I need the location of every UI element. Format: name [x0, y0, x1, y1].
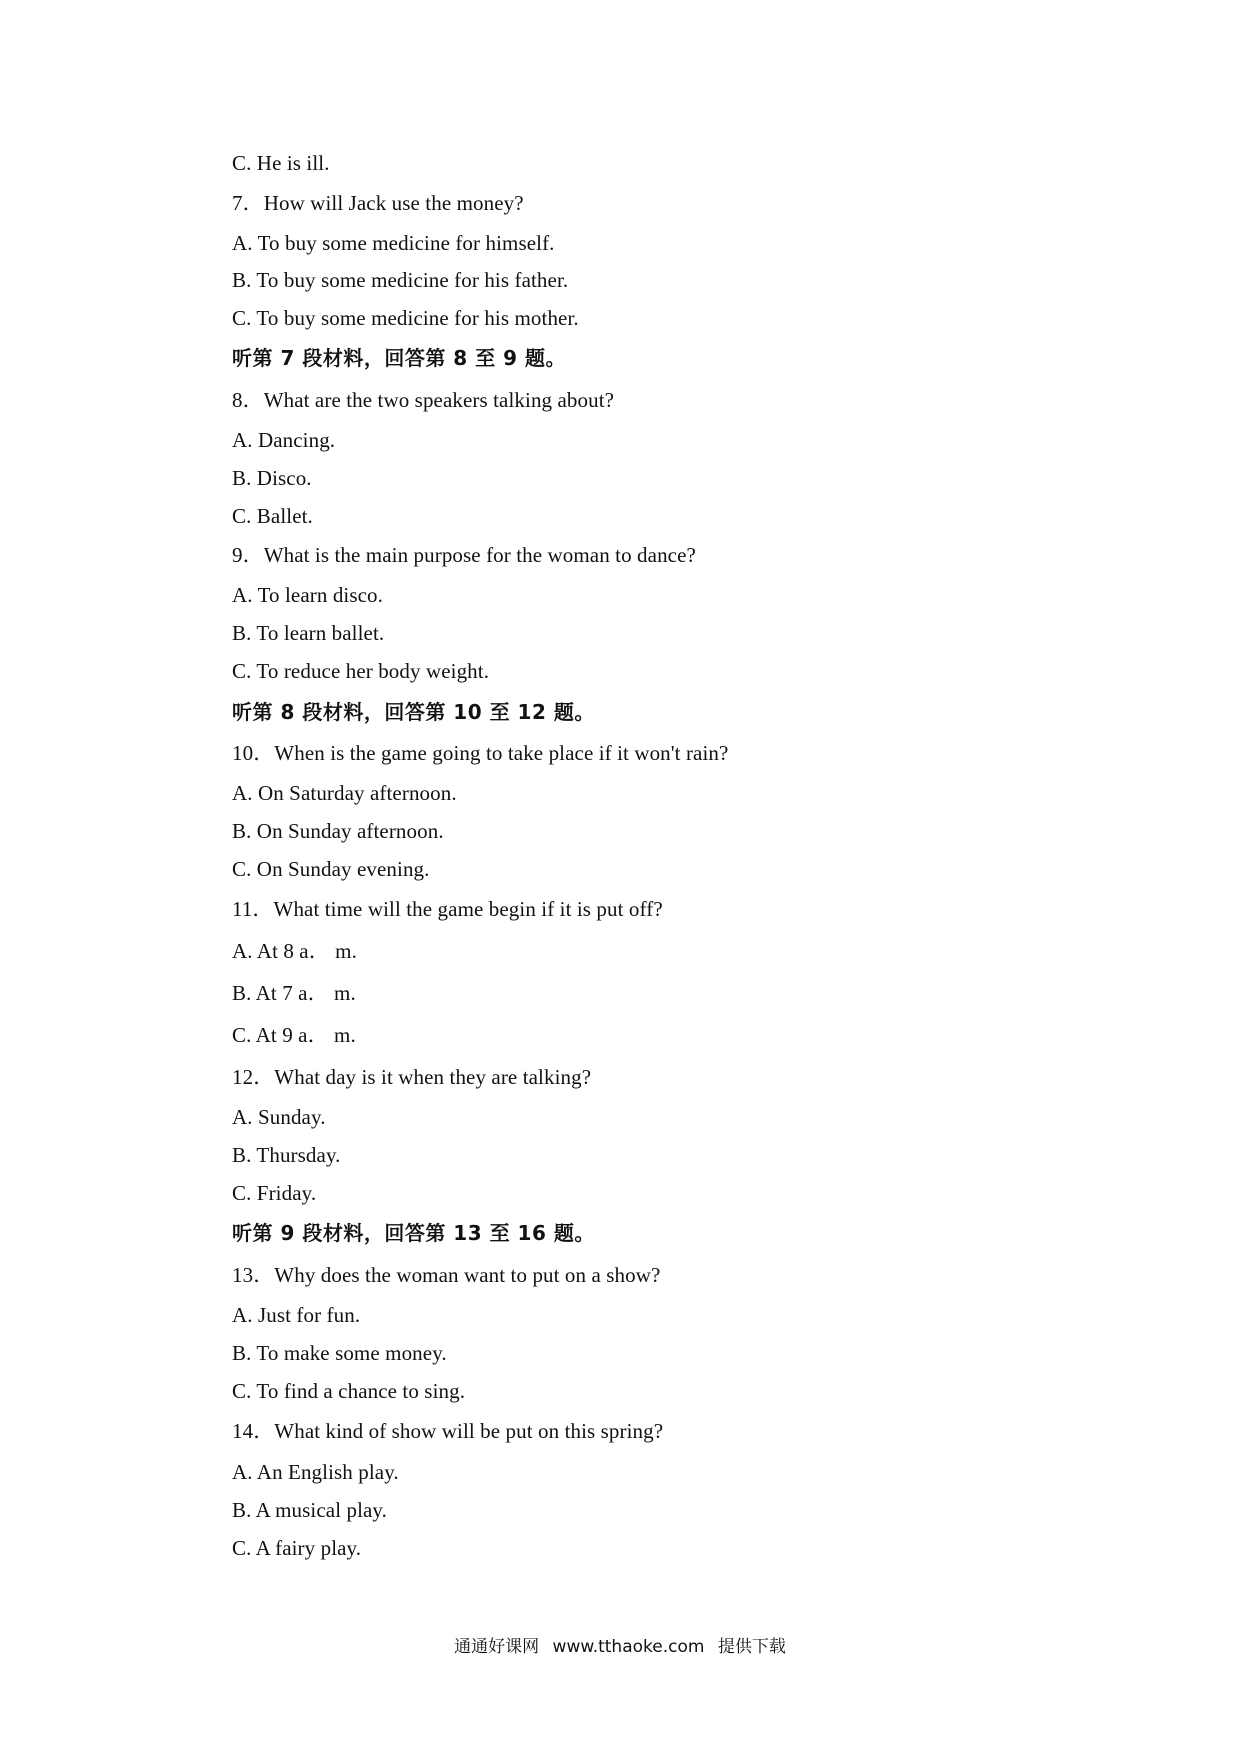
- answer-option: A. To buy some medicine for himself.: [232, 231, 555, 255]
- question-text: 13．Why does the woman want to put on a show?: [232, 1263, 661, 1287]
- question-text: 12．What day is it when they are talking?: [232, 1065, 592, 1089]
- question-text: 8．What are the two speakers talking about?: [232, 388, 615, 412]
- page-footer: [0, 1636, 1240, 1658]
- answer-option: A. At 8 a． m.: [232, 939, 357, 963]
- answer-option: A. An English play.: [232, 1460, 399, 1484]
- question-text: 10．When is the game going to take place if it won't rain?: [232, 741, 729, 765]
- section-heading: 听第 7 段材料，回答第 8 至 9 题。: [232, 346, 567, 370]
- answer-option: C. At 9 a． m.: [232, 1023, 356, 1047]
- section-heading: 听第 9 段材料，回答第 13 至 16 题。: [232, 1221, 595, 1245]
- answer-option: B. To learn ballet.: [232, 621, 385, 645]
- answer-option: A. Just for fun.: [232, 1303, 361, 1327]
- answer-option: B. To buy some medicine for his father.: [232, 268, 569, 292]
- footer-url[interactable]: www.tthaoke.com: [552, 1637, 705, 1657]
- answer-option: C. On Sunday evening.: [232, 857, 430, 881]
- answer-option: A. On Saturday afternoon.: [232, 781, 457, 805]
- question-text: 11．What time will the game begin if it is put off?: [232, 897, 663, 921]
- question-text: 9．What is the main purpose for the woman to dance?: [232, 543, 696, 567]
- answer-option: A. Sunday.: [232, 1105, 326, 1129]
- answer-option: A. To learn disco.: [232, 583, 383, 607]
- answer-option: B. A musical play.: [232, 1498, 388, 1522]
- question-text: 14．What kind of show will be put on this spring?: [232, 1419, 664, 1443]
- answer-option: B. At 7 a． m.: [232, 981, 356, 1005]
- answer-option: A. Dancing.: [232, 428, 336, 452]
- answer-option: C. He is ill.: [232, 151, 330, 175]
- answer-option: C. To find a chance to sing.: [232, 1379, 466, 1403]
- answer-option: B. On Sunday afternoon.: [232, 819, 444, 843]
- answer-option: B. Thursday.: [232, 1143, 341, 1167]
- section-heading: 听第 8 段材料，回答第 10 至 12 题。: [232, 700, 595, 724]
- answer-option: B. Disco.: [232, 466, 312, 490]
- answer-option: C. Friday.: [232, 1181, 317, 1205]
- answer-option: C. Ballet.: [232, 504, 313, 528]
- footer-note: 提供下载: [717, 1637, 786, 1657]
- answer-option: C. To reduce her body weight.: [232, 659, 490, 683]
- answer-option: B. To make some money.: [232, 1341, 447, 1365]
- answer-option: C. A fairy play.: [232, 1536, 362, 1560]
- answer-option: C. To buy some medicine for his mother.: [232, 306, 579, 330]
- question-text: 7．How will Jack use the money?: [232, 191, 524, 215]
- footer-site-name: 通通好课网: [454, 1637, 540, 1657]
